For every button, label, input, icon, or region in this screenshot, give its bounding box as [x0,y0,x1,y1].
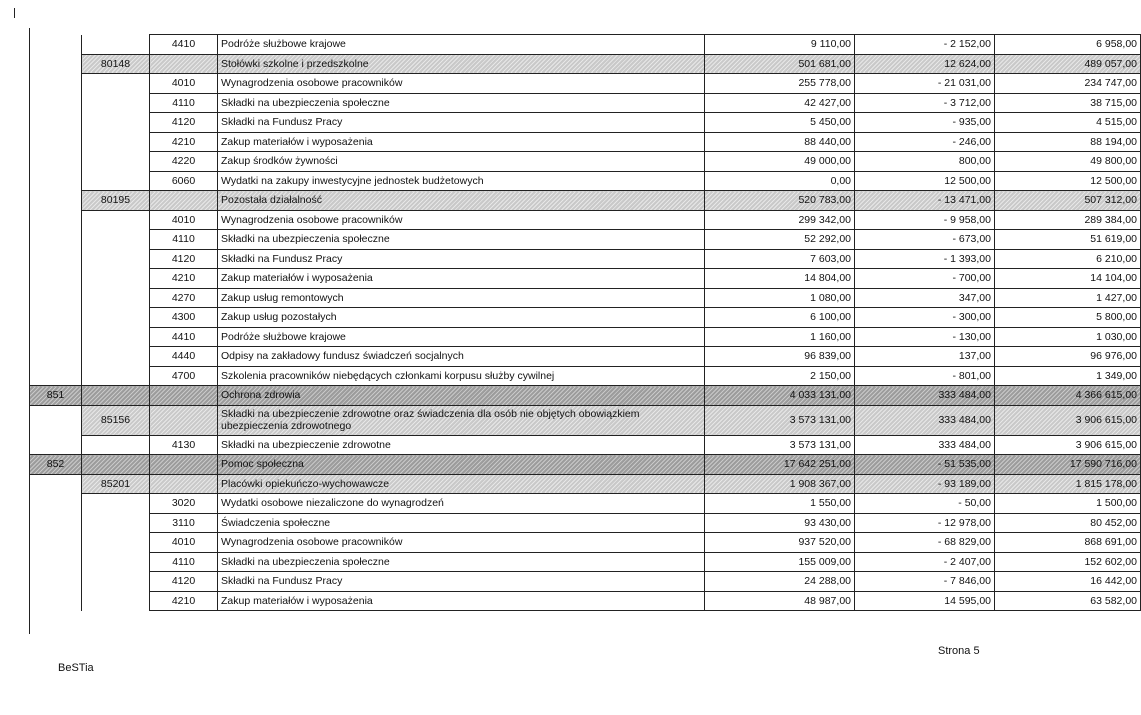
plan-amount-cell: 299 342,00 [705,210,855,230]
change-amount-cell: 137,00 [855,347,995,367]
description-cell: Szkolenia pracowników niebędących członkami korpusu służby cywilnej [218,366,705,386]
description-cell: Zakup materiałów i wyposażenia [218,269,705,289]
change-amount-cell: 14 595,00 [855,591,995,611]
after-change-amount-cell: 88 194,00 [995,132,1141,152]
after-change-amount-cell: 3 906 615,00 [995,405,1141,435]
table-row [30,435,1141,455]
table-row [30,249,1141,269]
after-change-amount-cell: 507 312,00 [995,191,1141,211]
description-cell: Składki na ubezpieczenia społeczne [218,552,705,572]
description-cell: Placówki opiekuńczo-wychowawcze [218,474,705,494]
after-change-amount-cell: 1 500,00 [995,494,1141,514]
rozdzial-code-cell [82,386,150,406]
description-cell: Składki na Fundusz Pracy [218,113,705,133]
change-amount-cell: - 801,00 [855,366,995,386]
paragraf-code-cell [150,474,218,494]
description-cell: Składki na ubezpieczenia społeczne [218,93,705,113]
dzial-code-cell [30,405,82,435]
paragraf-code-cell: 4010 [150,210,218,230]
plan-amount-cell: 1 908 367,00 [705,474,855,494]
dzial-code-cell [30,191,82,211]
rozdzial-code-cell [82,366,150,386]
rozdzial-code-cell [82,494,150,514]
plan-amount-cell: 255 778,00 [705,74,855,94]
change-amount-cell: - 7 846,00 [855,572,995,592]
after-change-amount-cell: 12 500,00 [995,171,1141,191]
dzial-code-cell [30,533,82,553]
paragraf-code-cell [150,191,218,211]
change-amount-cell: - 246,00 [855,132,995,152]
change-amount-cell: 333 484,00 [855,435,995,455]
paragraf-code-cell: 4010 [150,74,218,94]
after-change-amount-cell: 63 582,00 [995,591,1141,611]
description-cell: Pozostała działalność [218,191,705,211]
change-amount-cell: - 50,00 [855,494,995,514]
footer-page-number: Strona 5 [938,645,980,657]
plan-amount-cell: 520 783,00 [705,191,855,211]
rozdzial-code-cell [82,269,150,289]
dzial-code-cell [30,435,82,455]
description-cell: Pomoc społeczna [218,455,705,475]
paragraf-code-cell: 4120 [150,113,218,133]
table-row [30,455,1141,475]
change-amount-cell: 333 484,00 [855,405,995,435]
plan-amount-cell: 93 430,00 [705,513,855,533]
rozdzial-code-cell [82,327,150,347]
change-amount-cell: - 2 407,00 [855,552,995,572]
after-change-amount-cell: 4 366 615,00 [995,386,1141,406]
plan-amount-cell: 1 080,00 [705,288,855,308]
rozdzial-code-cell [82,552,150,572]
paragraf-code-cell: 4110 [150,230,218,250]
plan-amount-cell: 9 110,00 [705,35,855,55]
table-row [30,171,1141,191]
footer-software-name: BeSTia [58,662,94,674]
description-cell: Zakup materiałów i wyposażenia [218,591,705,611]
paragraf-code-cell: 4120 [150,572,218,592]
plan-amount-cell: 17 642 251,00 [705,455,855,475]
dzial-code-cell [30,171,82,191]
plan-amount-cell: 52 292,00 [705,230,855,250]
paragraf-code-cell: 4120 [150,249,218,269]
dzial-code-cell [30,513,82,533]
table-row [30,132,1141,152]
change-amount-cell: - 2 152,00 [855,35,995,55]
plan-amount-cell: 4 033 131,00 [705,386,855,406]
dzial-code-cell [30,249,82,269]
after-change-amount-cell: 489 057,00 [995,54,1141,74]
table-row [30,230,1141,250]
plan-amount-cell: 49 000,00 [705,152,855,172]
rozdzial-code-cell [82,455,150,475]
change-amount-cell: - 9 958,00 [855,210,995,230]
description-cell: Zakup materiałów i wyposażenia [218,132,705,152]
dzial-code-cell [30,552,82,572]
rozdzial-code-cell [82,152,150,172]
plan-amount-cell: 42 427,00 [705,93,855,113]
table-row [30,74,1141,94]
dzial-code-cell [30,269,82,289]
after-change-amount-cell: 16 442,00 [995,572,1141,592]
description-cell: Wynagrodzenia osobowe pracowników [218,74,705,94]
table-row [30,327,1141,347]
plan-amount-cell: 1 160,00 [705,327,855,347]
after-change-amount-cell: 96 976,00 [995,347,1141,367]
description-cell: Zakup usług remontowych [218,288,705,308]
rozdzial-code-cell [82,435,150,455]
table-row [30,513,1141,533]
description-cell: Ochrona zdrowia [218,386,705,406]
rozdzial-code-cell: 85201 [82,474,150,494]
paragraf-code-cell: 4130 [150,435,218,455]
after-change-amount-cell: 3 906 615,00 [995,435,1141,455]
description-cell: Składki na ubezpieczenia społeczne [218,230,705,250]
change-amount-cell: - 68 829,00 [855,533,995,553]
after-change-amount-cell: 6 958,00 [995,35,1141,55]
paragraf-code-cell: 6060 [150,171,218,191]
plan-amount-cell: 155 009,00 [705,552,855,572]
plan-amount-cell: 2 150,00 [705,366,855,386]
change-amount-cell: - 93 189,00 [855,474,995,494]
rozdzial-code-cell [82,533,150,553]
paragraf-code-cell: 4010 [150,533,218,553]
paragraf-code-cell: 4110 [150,93,218,113]
dzial-code-cell [30,93,82,113]
dzial-code-cell [30,327,82,347]
after-change-amount-cell: 1 427,00 [995,288,1141,308]
plan-amount-cell: 88 440,00 [705,132,855,152]
change-amount-cell: 12 624,00 [855,54,995,74]
table-row [30,591,1141,611]
plan-amount-cell: 0,00 [705,171,855,191]
after-change-amount-cell: 1 030,00 [995,327,1141,347]
rozdzial-code-cell [82,347,150,367]
rozdzial-code-cell: 85156 [82,405,150,435]
rozdzial-code-cell [82,591,150,611]
change-amount-cell: 347,00 [855,288,995,308]
dzial-code-cell: 851 [30,386,82,406]
description-cell: Składki na Fundusz Pracy [218,572,705,592]
description-cell: Składki na ubezpieczenie zdrowotne [218,435,705,455]
paragraf-code-cell: 4210 [150,132,218,152]
table-row [30,152,1141,172]
rozdzial-code-cell [82,230,150,250]
dzial-code-cell [30,591,82,611]
paragraf-code-cell: 3020 [150,494,218,514]
after-change-amount-cell: 17 590 716,00 [995,455,1141,475]
dzial-code-cell [30,347,82,367]
table-row [30,347,1141,367]
table-row [30,54,1141,74]
description-cell: Wynagrodzenia osobowe pracowników [218,210,705,230]
plan-amount-cell: 3 573 131,00 [705,405,855,435]
description-cell: Wydatki na zakupy inwestycyjne jednostek budżetowych [218,171,705,191]
after-change-amount-cell: 80 452,00 [995,513,1141,533]
paragraf-code-cell [150,455,218,475]
dzial-code-cell [30,74,82,94]
paragraf-code-cell: 4110 [150,552,218,572]
after-change-amount-cell: 289 384,00 [995,210,1141,230]
after-change-amount-cell: 4 515,00 [995,113,1141,133]
change-amount-cell: - 130,00 [855,327,995,347]
budget-table-body [30,35,1141,611]
description-cell: Zakup środków żywności [218,152,705,172]
paragraf-code-cell: 3110 [150,513,218,533]
after-change-amount-cell: 51 619,00 [995,230,1141,250]
rozdzial-code-cell [82,113,150,133]
table-row [30,113,1141,133]
dzial-code-cell [30,366,82,386]
change-amount-cell: - 673,00 [855,230,995,250]
dzial-code-cell [30,288,82,308]
table-row [30,366,1141,386]
change-amount-cell: - 700,00 [855,269,995,289]
description-cell: Stołówki szkolne i przedszkolne [218,54,705,74]
dzial-code-cell [30,132,82,152]
plan-amount-cell: 1 550,00 [705,494,855,514]
paragraf-code-cell: 4700 [150,366,218,386]
change-amount-cell: 12 500,00 [855,171,995,191]
rozdzial-code-cell [82,572,150,592]
paragraf-code-cell [150,54,218,74]
paragraf-code-cell: 4220 [150,152,218,172]
description-cell: Zakup usług pozostałych [218,308,705,328]
change-amount-cell: - 51 535,00 [855,455,995,475]
paragraf-code-cell: 4410 [150,327,218,347]
change-amount-cell: - 12 978,00 [855,513,995,533]
dzial-code-cell [30,152,82,172]
dzial-code-cell [30,210,82,230]
table-row [30,191,1141,211]
plan-amount-cell: 6 100,00 [705,308,855,328]
dzial-code-cell [30,230,82,250]
table-row [30,269,1141,289]
rozdzial-code-cell: 80148 [82,54,150,74]
plan-amount-cell: 24 288,00 [705,572,855,592]
rozdzial-code-cell [82,288,150,308]
dzial-code-cell [30,35,82,55]
table-row [30,474,1141,494]
change-amount-cell: - 13 471,00 [855,191,995,211]
paragraf-code-cell: 4210 [150,269,218,289]
change-amount-cell: 800,00 [855,152,995,172]
plan-amount-cell: 48 987,00 [705,591,855,611]
plan-amount-cell: 7 603,00 [705,249,855,269]
rozdzial-code-cell: 80195 [82,191,150,211]
paragraf-code-cell: 4270 [150,288,218,308]
paragraf-code-cell: 4410 [150,35,218,55]
rozdzial-code-cell [82,308,150,328]
description-cell: Odpisy na zakładowy fundusz świadczeń socjalnych [218,347,705,367]
table-row [30,552,1141,572]
plan-amount-cell: 5 450,00 [705,113,855,133]
plan-amount-cell: 3 573 131,00 [705,435,855,455]
rozdzial-code-cell [82,210,150,230]
table-row [30,405,1141,435]
description-cell: Świadczenia społeczne [218,513,705,533]
description-cell: Składki na ubezpieczenie zdrowotne oraz świadczenia dla osób nie objętych obowiązkiem ubezpieczenia zdrowotnego [218,405,705,435]
change-amount-cell: - 3 712,00 [855,93,995,113]
table-row [30,494,1141,514]
rozdzial-code-cell [82,249,150,269]
table-row [30,572,1141,592]
rozdzial-code-cell [82,513,150,533]
rozdzial-code-cell [82,35,150,55]
dzial-code-cell [30,113,82,133]
change-amount-cell: - 300,00 [855,308,995,328]
after-change-amount-cell: 6 210,00 [995,249,1141,269]
paragraf-code-cell: 4300 [150,308,218,328]
change-amount-cell: - 1 393,00 [855,249,995,269]
change-amount-cell: 333 484,00 [855,386,995,406]
plan-amount-cell: 937 520,00 [705,533,855,553]
rozdzial-code-cell [82,74,150,94]
after-change-amount-cell: 234 747,00 [995,74,1141,94]
after-change-amount-cell: 868 691,00 [995,533,1141,553]
table-row [30,288,1141,308]
description-cell: Składki na Fundusz Pracy [218,249,705,269]
dzial-code-cell [30,572,82,592]
description-cell: Wynagrodzenia osobowe pracowników [218,533,705,553]
budget-table [29,34,1141,611]
table-row [30,308,1141,328]
table-row [30,533,1141,553]
after-change-amount-cell: 49 800,00 [995,152,1141,172]
table-row [30,386,1141,406]
page-margin-line-top [14,8,15,18]
paragraf-code-cell [150,405,218,435]
paragraf-code-cell [150,386,218,406]
paragraf-code-cell: 4210 [150,591,218,611]
dzial-code-cell [30,474,82,494]
description-cell: Podróże służbowe krajowe [218,35,705,55]
paragraf-code-cell: 4440 [150,347,218,367]
plan-amount-cell: 501 681,00 [705,54,855,74]
plan-amount-cell: 14 804,00 [705,269,855,289]
plan-amount-cell: 96 839,00 [705,347,855,367]
after-change-amount-cell: 1 349,00 [995,366,1141,386]
description-cell: Wydatki osobowe niezaliczone do wynagrodzeń [218,494,705,514]
table-row [30,35,1141,55]
after-change-amount-cell: 152 602,00 [995,552,1141,572]
after-change-amount-cell: 14 104,00 [995,269,1141,289]
after-change-amount-cell: 1 815 178,00 [995,474,1141,494]
change-amount-cell: - 21 031,00 [855,74,995,94]
dzial-code-cell: 852 [30,455,82,475]
after-change-amount-cell: 38 715,00 [995,93,1141,113]
rozdzial-code-cell [82,132,150,152]
after-change-amount-cell: 5 800,00 [995,308,1141,328]
dzial-code-cell [30,54,82,74]
dzial-code-cell [30,494,82,514]
table-row [30,210,1141,230]
dzial-code-cell [30,308,82,328]
rozdzial-code-cell [82,171,150,191]
change-amount-cell: - 935,00 [855,113,995,133]
rozdzial-code-cell [82,93,150,113]
description-cell: Podróże służbowe krajowe [218,327,705,347]
table-row [30,93,1141,113]
